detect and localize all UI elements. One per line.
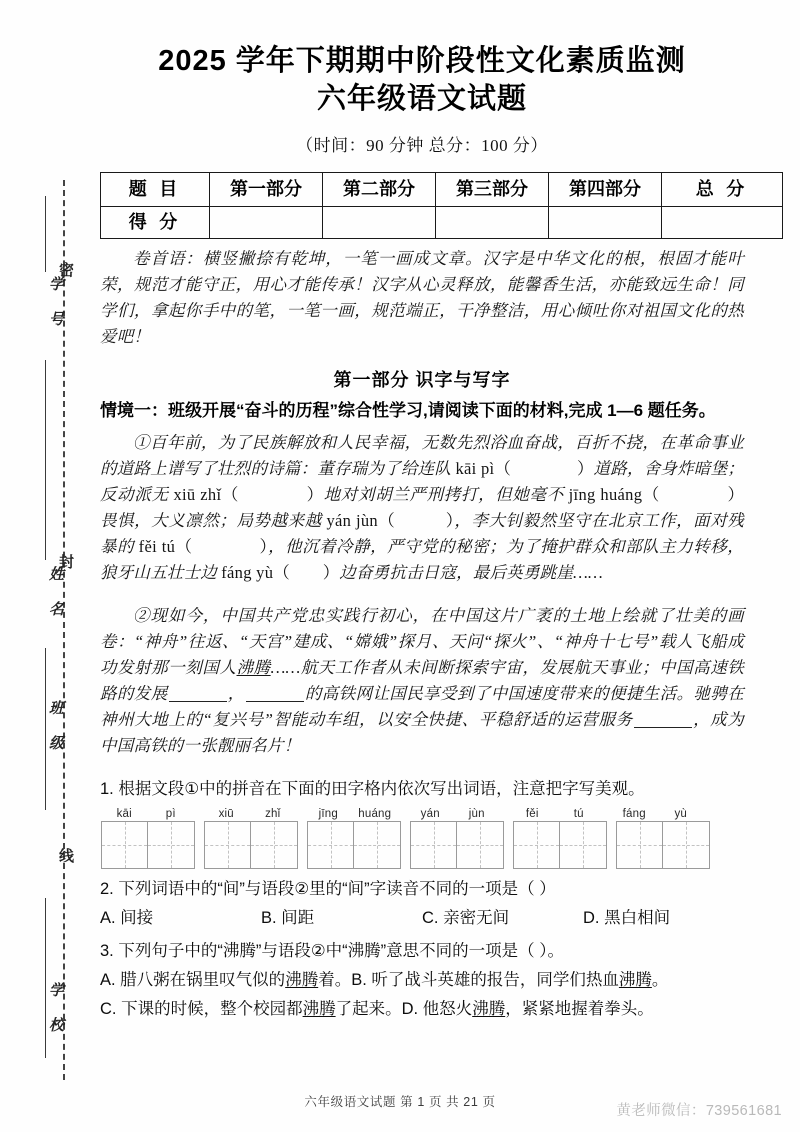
passage-one-pinyin-4: yán jùn: [326, 510, 378, 530]
tianzige-cell-10[interactable]: [560, 822, 606, 868]
score-table-row-label-subject: 题 目: [101, 172, 210, 206]
question-3-option-b-prefix: B. 听了战斗英雄的报告，同学们热血: [351, 971, 619, 990]
seal-field-student-id: 学 号: [47, 276, 63, 328]
passage-one: [100, 430, 744, 586]
question-1-tianzige-area: [100, 808, 744, 869]
score-cell-part-1[interactable]: [210, 206, 323, 238]
passage-two-underlined-term-1: 沸腾: [236, 657, 271, 677]
seal-word-xian: 线: [57, 848, 73, 863]
question-3-option-a-suffix: 着。: [318, 971, 352, 990]
passage-one-blank-1[interactable]: （ ）: [494, 458, 594, 478]
pinyin-label-7: yán: [420, 808, 440, 821]
question-3-option-b-suffix: 。: [651, 971, 669, 990]
seal-field-class: 班 级: [47, 700, 63, 752]
score-cell-part-4[interactable]: [549, 206, 662, 238]
question-3-option-b-underline: 沸腾: [618, 971, 652, 990]
tianzige-pinyin-header: [101, 808, 744, 820]
tianzige-cell-9[interactable]: [514, 822, 560, 868]
passage-one-marker: ①: [133, 432, 150, 452]
score-table-col-total: 总 分: [662, 172, 783, 206]
passage-two-blank-1[interactable]: [169, 701, 227, 702]
pinyin-label-12: yù: [674, 808, 688, 821]
watermark: 黄老师微信：739561681: [616, 1103, 782, 1119]
question-3-option-d-prefix: D. 他怒火: [401, 999, 473, 1018]
table-row-scores: [101, 206, 783, 238]
question-2-text: 2. 下列词语中的“间”与语段②里的“间”字读音不同的一项是（ ）: [100, 880, 556, 899]
tianzige-word-group-4: [410, 821, 504, 869]
seal-solid-line-2: [45, 360, 46, 560]
score-table-col-part-4: 第四部分: [549, 172, 662, 206]
preface-paragraph: [100, 246, 744, 350]
tianzige-word-group-6: [616, 821, 710, 869]
pinyin-pair-1: [101, 808, 194, 820]
exam-meta: （时间：90 分钟 总分：100 分）: [296, 135, 548, 155]
tianzige-grid-row: [101, 821, 744, 869]
passage-one-pinyin-6: fáng yù: [221, 563, 274, 583]
tianzige-cell-11[interactable]: [617, 822, 663, 868]
preface-text: 横竖撇捺有乾坤，一笔一画成文章。汉字是中华文化的根，根固才能叶荣，规范才能守正，用心才能传承！汉字从心灵释放，能馨香生活，亦能致远生命！同学们，拿起你手中的笔，一笔一画，规范端正，干净整洁，用心倾吐你对祖国文化的热爱吧！: [100, 248, 744, 346]
question-3-text: 3. 下列句子中的“沸腾”与语段②中“沸腾”意思不同的一项是（ ）。: [100, 942, 564, 961]
pinyin-label-3: xiū: [218, 808, 234, 821]
tianzige-cell-1[interactable]: [102, 822, 148, 868]
question-2-option-a[interactable]: A. 间接: [100, 908, 154, 927]
tianzige-word-group-5: [513, 821, 607, 869]
scenario-one-text: 情境一：班级开展“奋斗的历程”综合性学习,请阅读下面的材料,完成 1—6 题任务。: [100, 401, 716, 421]
passage-one-seg-6: ，他沉着冷静，严守党的秘密；为了掩护群众和部队主力转移，狼牙山五壮士边: [100, 537, 745, 583]
question-3-option-c-suffix: 了起来。: [335, 999, 402, 1018]
question-3-option-d-suffix: ，紧紧地握着拳头。: [505, 999, 654, 1018]
pinyin-label-4: zhǐ: [265, 808, 281, 821]
score-cell-part-2[interactable]: [323, 206, 436, 238]
pinyin-pair-3: [305, 808, 398, 820]
question-3-option-c[interactable]: [100, 1000, 402, 1018]
question-3-option-a[interactable]: [100, 971, 351, 989]
pinyin-pair-6: [611, 808, 704, 820]
page-title-line-2: 六年级语文试题: [316, 83, 527, 116]
passage-two-marker: ②: [133, 605, 151, 625]
pinyin-label-5: jīng: [318, 808, 338, 821]
question-3-option-b[interactable]: [351, 971, 668, 989]
question-2-option-b[interactable]: B. 间距: [261, 908, 315, 927]
page-title: [100, 0, 744, 119]
pinyin-label-8: jùn: [468, 808, 485, 821]
tianzige-cell-6[interactable]: [354, 822, 400, 868]
passage-two-blank-2[interactable]: [246, 701, 304, 702]
pinyin-label-9: fěi: [525, 808, 539, 821]
score-cell-part-3[interactable]: [436, 206, 549, 238]
seal-word-feng: 封: [57, 554, 73, 569]
score-table-col-part-3: 第三部分: [436, 172, 549, 206]
seal-line-margin: [0, 0, 92, 1132]
passage-one-seg-4: 畏惧，大义凛然；局势越来越: [100, 510, 327, 530]
exam-content: [92, 0, 800, 1132]
passage-one-blank-2[interactable]: （ ）: [221, 484, 324, 504]
pinyin-label-10: tú: [573, 808, 584, 821]
question-3-option-d-underline: 沸腾: [472, 999, 506, 1018]
question-2-option-c[interactable]: C. 亲密无间: [422, 908, 510, 927]
question-3-option-d[interactable]: [402, 1000, 654, 1018]
preface-label: 卷首语：: [133, 248, 203, 268]
question-3-option-c-underline: 沸腾: [302, 999, 336, 1018]
tianzige-cell-7[interactable]: [411, 822, 457, 868]
passage-two-seg-4: 的高铁网让国民享受到了中国速度带来的便捷生活。驰骋在神州大地上的“复兴号”智能动车组，以安全快捷、平稳舒适的运营服务: [100, 683, 744, 729]
passage-one-pinyin-3: jīng huáng: [568, 484, 643, 504]
score-table-col-part-2: 第二部分: [323, 172, 436, 206]
passage-one-seg-5: ，李大钊毅然坚守在北京工作，面对残暴的: [100, 510, 744, 557]
pinyin-label-2: pì: [165, 808, 176, 821]
seal-field-school: 学 校: [47, 982, 63, 1034]
passage-two-blank-3[interactable]: [634, 727, 692, 728]
seal-solid-line-1: [45, 196, 46, 272]
score-cell-total[interactable]: [662, 206, 783, 238]
tianzige-cell-5[interactable]: [308, 822, 354, 868]
question-3-option-c-prefix: C. 下课的时候，整个校园都: [100, 999, 303, 1018]
tianzige-cell-4[interactable]: [251, 822, 297, 868]
passage-one-blank-4[interactable]: （ ）: [377, 510, 455, 530]
passage-two-seg-2: ……航天工作者从未间断探索宇宙，发展航天事业；中国高速铁路的发展: [100, 657, 744, 703]
pinyin-label-1: kāi: [116, 808, 132, 821]
question-3-option-a-underline: 沸腾: [285, 971, 319, 990]
pinyin-pair-5: [509, 808, 602, 820]
passage-one-pinyin-5: fěi tú: [138, 537, 176, 557]
seal-word-mi: 密: [57, 262, 73, 277]
tianzige-cell-3[interactable]: [205, 822, 251, 868]
tianzige-cell-8[interactable]: [457, 822, 503, 868]
passage-one-seg-1: 百年前，为了民族解放和人民幸福，无数先烈浴血奋战，百折不挠，在革命事业的道路上谱写了壮烈的诗篇：董存瑞为了给连队: [100, 432, 745, 478]
question-1-text: 1. 根据文段①中的拼音在下面的田字格内依次写出词语，注意把字写美观。: [100, 779, 645, 798]
page-footer: 六年级语文试题 第 1 页 共 21 页: [304, 1095, 496, 1109]
passage-one-blank-3[interactable]: （ ）: [642, 484, 745, 504]
question-3-options-line-2: [100, 996, 744, 1023]
question-3-option-a-prefix: A. 腊八粥在锅里叹气似的: [100, 971, 286, 990]
pinyin-pair-4: [407, 808, 500, 820]
score-table: [100, 172, 783, 239]
tianzige-cell-2[interactable]: [148, 822, 194, 868]
passage-two-seg-1: 现如今，中国共产党忠实践行初心，在中国这片广袤的土地上绘就了壮美的画卷：“神舟”往返、“天宫”建成、“嫦娥”探月、天问“探火”、“神舟十七号”载人飞船成功发射那一刻国人: [100, 605, 744, 677]
question-3-options-line-1: [100, 967, 744, 994]
passage-one-seg-2: 道路，舍身炸暗堡；反动派无: [100, 458, 744, 504]
pinyin-label-11: fáng: [622, 808, 646, 821]
passage-two: [100, 603, 744, 759]
score-table-col-part-1: 第一部分: [210, 172, 323, 206]
passage-one-pinyin-2: xiū zhǐ: [173, 484, 222, 504]
passage-one-blank-5[interactable]: （ ）: [175, 537, 269, 557]
tianzige-word-group-3: [307, 821, 401, 869]
seal-solid-line-4: [45, 898, 46, 1058]
score-table-row-label-score: 得 分: [101, 206, 210, 238]
tianzige-word-group-2: [204, 821, 298, 869]
tianzige-word-group-1: [101, 821, 195, 869]
passage-two-seg-3: ，: [227, 683, 245, 703]
passage-one-pinyin-1: kāi pì: [455, 458, 495, 478]
tianzige-cell-12[interactable]: [663, 822, 709, 868]
table-row-header: [101, 172, 783, 206]
page-title-line-1: 2025 学年下期期中阶段性文化素质监测: [158, 45, 686, 77]
passage-one-blank-6[interactable]: （ ）: [273, 563, 340, 583]
passage-one-seg-3: 地对刘胡兰严刑拷打，但她毫不: [323, 484, 569, 504]
question-2-option-d[interactable]: D. 黑白相间: [583, 908, 671, 927]
part-one-heading: 第一部分 识字与写字: [333, 370, 511, 391]
pinyin-label-6: huáng: [358, 808, 392, 821]
question-2-options: [100, 905, 744, 931]
passage-two-seg-5: ，成为中国高铁的一张靓丽名片！: [100, 709, 744, 755]
passage-one-seg-7: 边奋勇抗击日寇，最后英勇跳崖……: [339, 563, 603, 583]
pinyin-pair-2: [203, 808, 296, 820]
seal-field-student-name: 姓 名: [47, 566, 63, 618]
